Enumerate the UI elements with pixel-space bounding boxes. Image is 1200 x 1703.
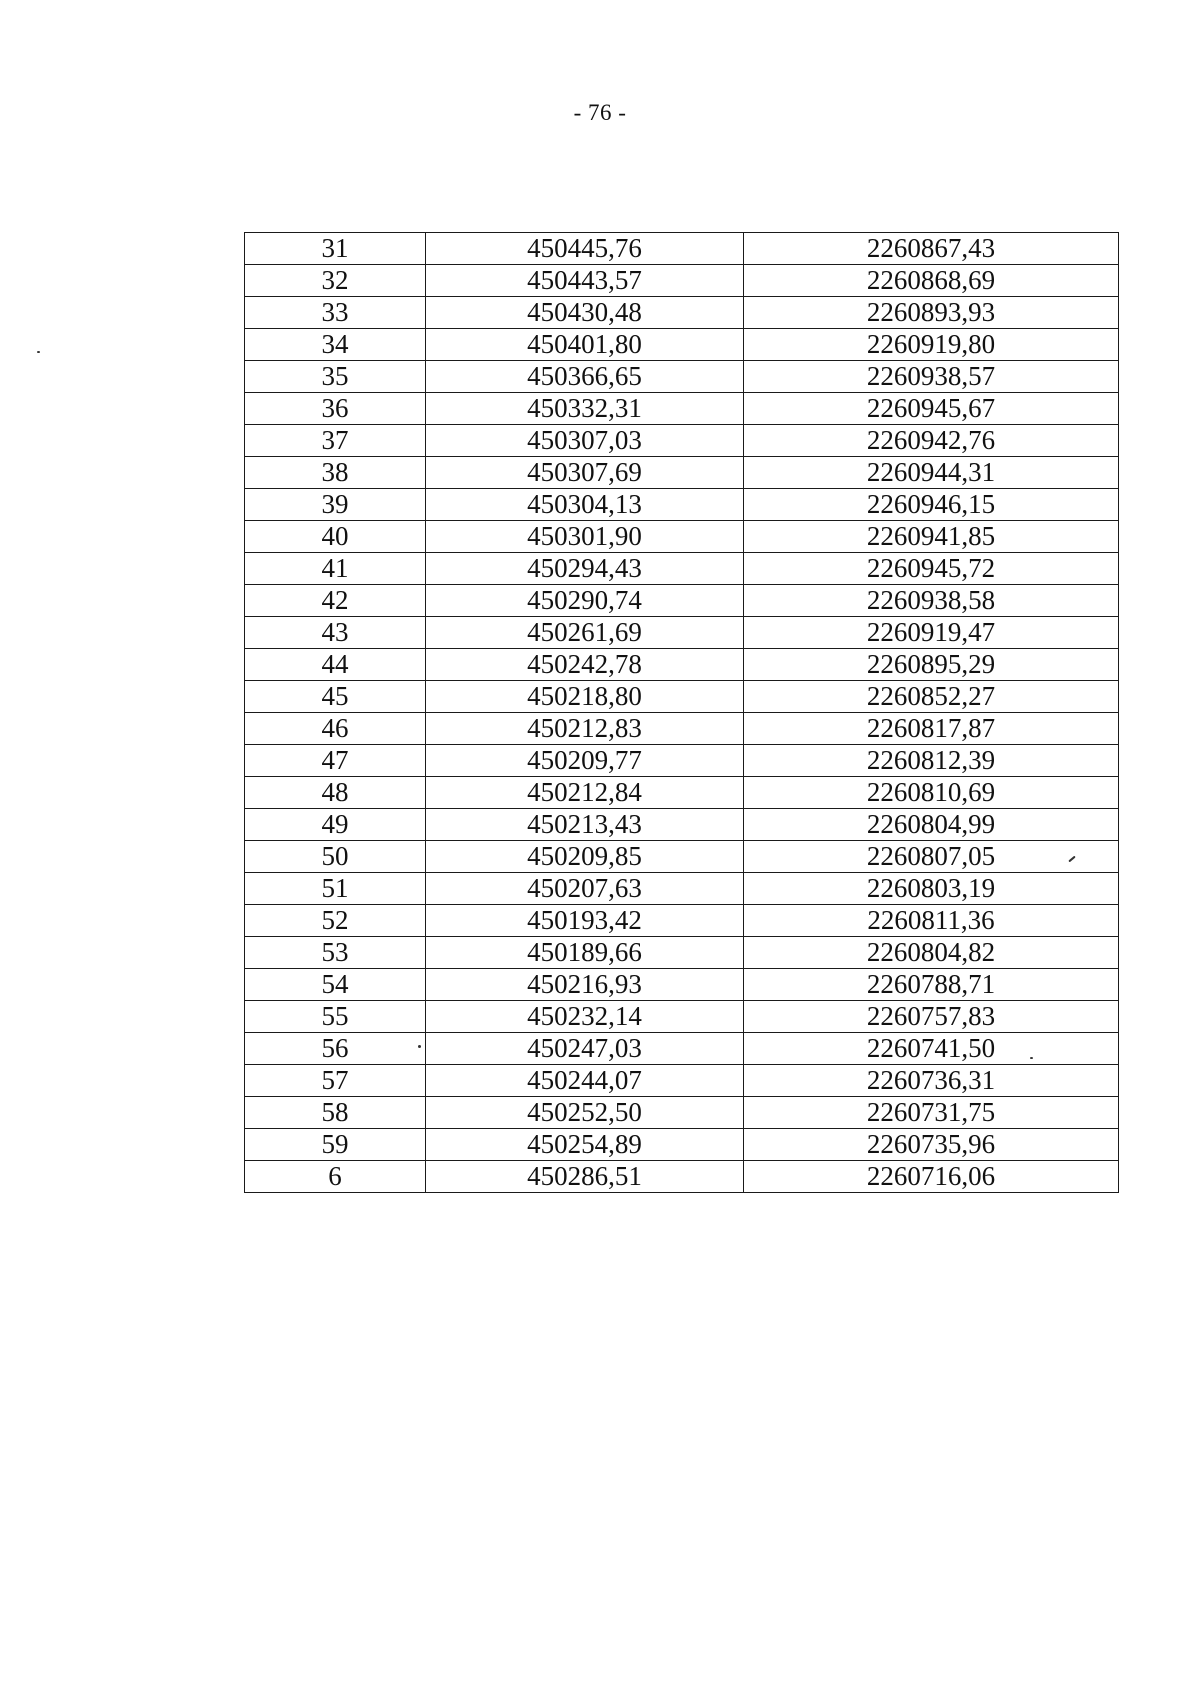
point-number-cell: 38 xyxy=(245,457,426,489)
table-row xyxy=(245,1033,1119,1065)
y-coordinate-cell: 2260868,69 xyxy=(744,265,1119,297)
table-row xyxy=(245,841,1119,873)
table-row xyxy=(245,681,1119,713)
x-coordinate-cell: 450189,66 xyxy=(426,937,744,969)
point-number-cell: 54 xyxy=(245,969,426,1001)
point-number-cell: 44 xyxy=(245,649,426,681)
point-number-cell: 41 xyxy=(245,553,426,585)
y-coordinate-cell: 2260804,99 xyxy=(744,809,1119,841)
point-number-cell: 57 xyxy=(245,1065,426,1097)
x-coordinate-cell: 450244,07 xyxy=(426,1065,744,1097)
scan-speck xyxy=(418,1045,421,1048)
y-coordinate-cell: 2260945,72 xyxy=(744,553,1119,585)
y-coordinate-cell: 2260807,05 xyxy=(744,841,1119,873)
point-number-cell: 6 xyxy=(245,1161,426,1193)
point-number-cell: 46 xyxy=(245,713,426,745)
x-coordinate-cell: 450254,89 xyxy=(426,1129,744,1161)
point-number-cell: 47 xyxy=(245,745,426,777)
x-coordinate-cell: 450445,76 xyxy=(426,233,744,265)
x-coordinate-cell: 450247,03 xyxy=(426,1033,744,1065)
y-coordinate-cell: 2260919,47 xyxy=(744,617,1119,649)
table-row xyxy=(245,457,1119,489)
x-coordinate-cell: 450304,13 xyxy=(426,489,744,521)
x-coordinate-cell: 450207,63 xyxy=(426,873,744,905)
x-coordinate-cell: 450218,80 xyxy=(426,681,744,713)
table-row xyxy=(245,553,1119,585)
point-number-cell: 55 xyxy=(245,1001,426,1033)
x-coordinate-cell: 450366,65 xyxy=(426,361,744,393)
y-coordinate-cell: 2260803,19 xyxy=(744,873,1119,905)
x-coordinate-cell: 450301,90 xyxy=(426,521,744,553)
table-row xyxy=(245,937,1119,969)
point-number-cell: 36 xyxy=(245,393,426,425)
scan-speck xyxy=(37,351,40,353)
page-number: - 76 - xyxy=(573,100,627,125)
table-row xyxy=(245,265,1119,297)
table-row xyxy=(245,425,1119,457)
point-number-cell: 43 xyxy=(245,617,426,649)
table-row xyxy=(245,649,1119,681)
y-coordinate-cell: 2260757,83 xyxy=(744,1001,1119,1033)
x-coordinate-cell: 450332,31 xyxy=(426,393,744,425)
y-coordinate-cell: 2260867,43 xyxy=(744,233,1119,265)
table-row xyxy=(245,1065,1119,1097)
y-coordinate-cell: 2260946,15 xyxy=(744,489,1119,521)
point-number-cell: 48 xyxy=(245,777,426,809)
point-number-cell: 42 xyxy=(245,585,426,617)
table-row xyxy=(245,745,1119,777)
table-row xyxy=(245,393,1119,425)
point-number-cell: 49 xyxy=(245,809,426,841)
y-coordinate-cell: 2260817,87 xyxy=(744,713,1119,745)
y-coordinate-cell: 2260938,58 xyxy=(744,585,1119,617)
x-coordinate-cell: 450212,84 xyxy=(426,777,744,809)
coordinates-table xyxy=(244,232,1119,1193)
point-number-cell: 59 xyxy=(245,1129,426,1161)
x-coordinate-cell: 450209,85 xyxy=(426,841,744,873)
table-row xyxy=(245,361,1119,393)
point-number-cell: 34 xyxy=(245,329,426,361)
y-coordinate-cell: 2260735,96 xyxy=(744,1129,1119,1161)
x-coordinate-cell: 450216,93 xyxy=(426,969,744,1001)
y-coordinate-cell: 2260811,36 xyxy=(744,905,1119,937)
point-number-cell: 56 xyxy=(245,1033,426,1065)
x-coordinate-cell: 450443,57 xyxy=(426,265,744,297)
x-coordinate-cell: 450290,74 xyxy=(426,585,744,617)
table-row xyxy=(245,1129,1119,1161)
table-row xyxy=(245,777,1119,809)
table-row xyxy=(245,873,1119,905)
point-number-cell: 40 xyxy=(245,521,426,553)
x-coordinate-cell: 450307,69 xyxy=(426,457,744,489)
x-coordinate-cell: 450430,48 xyxy=(426,297,744,329)
y-coordinate-cell: 2260919,80 xyxy=(744,329,1119,361)
x-coordinate-cell: 450213,43 xyxy=(426,809,744,841)
y-coordinate-cell: 2260852,27 xyxy=(744,681,1119,713)
x-coordinate-cell: 450242,78 xyxy=(426,649,744,681)
y-coordinate-cell: 2260895,29 xyxy=(744,649,1119,681)
y-coordinate-cell: 2260941,85 xyxy=(744,521,1119,553)
point-number-cell: 33 xyxy=(245,297,426,329)
point-number-cell: 39 xyxy=(245,489,426,521)
y-coordinate-cell: 2260804,82 xyxy=(744,937,1119,969)
y-coordinate-cell: 2260812,39 xyxy=(744,745,1119,777)
table-row xyxy=(245,1001,1119,1033)
y-coordinate-cell: 2260788,71 xyxy=(744,969,1119,1001)
table-row xyxy=(245,617,1119,649)
point-number-cell: 45 xyxy=(245,681,426,713)
point-number-cell: 50 xyxy=(245,841,426,873)
x-coordinate-cell: 450286,51 xyxy=(426,1161,744,1193)
table-row xyxy=(245,905,1119,937)
scan-speck xyxy=(1030,1057,1033,1059)
y-coordinate-cell: 2260810,69 xyxy=(744,777,1119,809)
point-number-cell: 31 xyxy=(245,233,426,265)
x-coordinate-cell: 450212,83 xyxy=(426,713,744,745)
point-number-cell: 53 xyxy=(245,937,426,969)
y-coordinate-cell: 2260945,67 xyxy=(744,393,1119,425)
y-coordinate-cell: 2260938,57 xyxy=(744,361,1119,393)
table-row xyxy=(245,1097,1119,1129)
y-coordinate-cell: 2260893,93 xyxy=(744,297,1119,329)
table-row xyxy=(245,809,1119,841)
point-number-cell: 32 xyxy=(245,265,426,297)
point-number-cell: 58 xyxy=(245,1097,426,1129)
y-coordinate-cell: 2260741,50 xyxy=(744,1033,1119,1065)
y-coordinate-cell: 2260736,31 xyxy=(744,1065,1119,1097)
y-coordinate-cell: 2260944,31 xyxy=(744,457,1119,489)
x-coordinate-cell: 450401,80 xyxy=(426,329,744,361)
point-number-cell: 51 xyxy=(245,873,426,905)
table-row xyxy=(245,585,1119,617)
coordinates-table-body xyxy=(245,233,1119,1193)
x-coordinate-cell: 450307,03 xyxy=(426,425,744,457)
table-row xyxy=(245,489,1119,521)
table-row xyxy=(245,233,1119,265)
point-number-cell: 35 xyxy=(245,361,426,393)
y-coordinate-cell: 2260942,76 xyxy=(744,425,1119,457)
table-row xyxy=(245,329,1119,361)
table-row xyxy=(245,969,1119,1001)
x-coordinate-cell: 450252,50 xyxy=(426,1097,744,1129)
y-coordinate-cell: 2260716,06 xyxy=(744,1161,1119,1193)
x-coordinate-cell: 450294,43 xyxy=(426,553,744,585)
table-row xyxy=(245,1161,1119,1193)
x-coordinate-cell: 450261,69 xyxy=(426,617,744,649)
x-coordinate-cell: 450232,14 xyxy=(426,1001,744,1033)
table-row xyxy=(245,713,1119,745)
x-coordinate-cell: 450209,77 xyxy=(426,745,744,777)
point-number-cell: 37 xyxy=(245,425,426,457)
table-row xyxy=(245,521,1119,553)
table-row xyxy=(245,297,1119,329)
y-coordinate-cell: 2260731,75 xyxy=(744,1097,1119,1129)
point-number-cell: 52 xyxy=(245,905,426,937)
x-coordinate-cell: 450193,42 xyxy=(426,905,744,937)
